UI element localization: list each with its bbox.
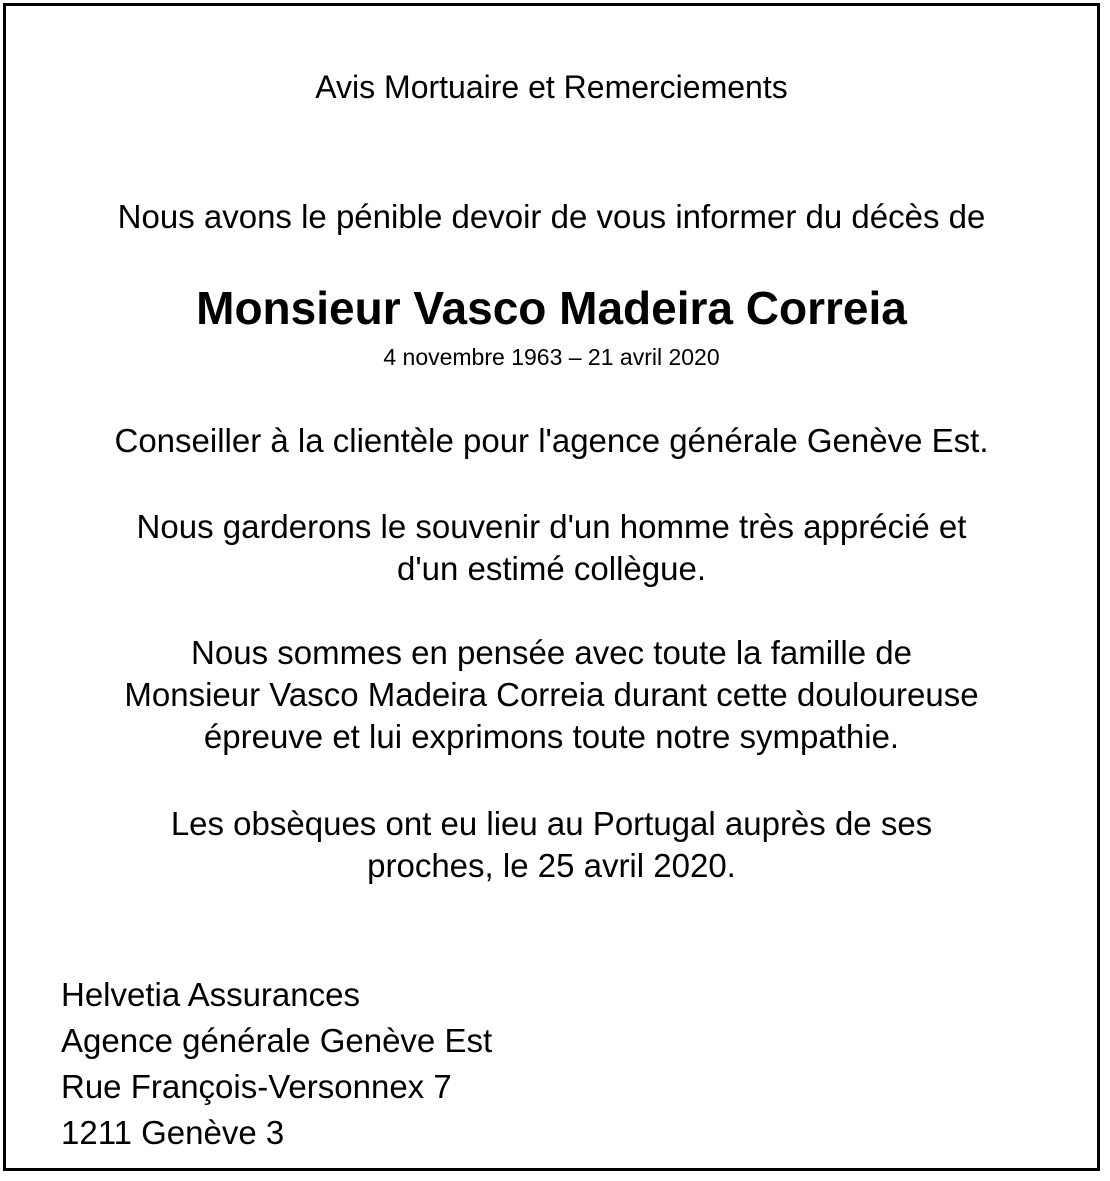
intro-text: Nous avons le pénible devoir de vous informer du décès de — [117, 198, 986, 235]
paragraph-line: d'un estimé collègue. — [397, 550, 706, 587]
agency-name: Agence générale Genève Est — [61, 1022, 493, 1059]
company-name: Helvetia Assurances — [61, 976, 360, 1013]
street-address: Rue François-Versonnex 7 — [61, 1068, 452, 1105]
funeral-paragraph — [6, 803, 1097, 887]
paragraph-line: Nous garderons le souvenir d'un homme très apprécié et — [136, 508, 967, 545]
paragraph-line: proches, le 25 avril 2020. — [367, 847, 736, 884]
deceased-name: Monsieur Vasco Madeira Correia — [196, 282, 907, 334]
memory-paragraph — [6, 506, 1097, 590]
sympathy-paragraph — [6, 632, 1097, 758]
notice-title: Avis Mortuaire et Remerciements — [315, 69, 788, 105]
paragraph-line: Monsieur Vasco Madeira Correia durant cette douloureuse — [124, 676, 979, 713]
paragraph-line: Nous sommes en pensée avec toute la famille de — [191, 634, 912, 671]
deceased-role: Conseiller à la clientèle pour l'agence générale Genève Est. — [114, 422, 989, 459]
life-dates: 4 novembre 1963 – 21 avril 2020 — [383, 344, 720, 370]
paragraph-line: Les obsèques ont eu lieu au Portugal auprès de ses — [170, 805, 933, 842]
postal-city: 1211 Genève 3 — [61, 1114, 285, 1151]
paragraph-line: épreuve et lui exprimons toute notre sympathie. — [203, 718, 900, 755]
obituary-notice — [3, 3, 1100, 1171]
signature-block — [61, 972, 492, 1156]
